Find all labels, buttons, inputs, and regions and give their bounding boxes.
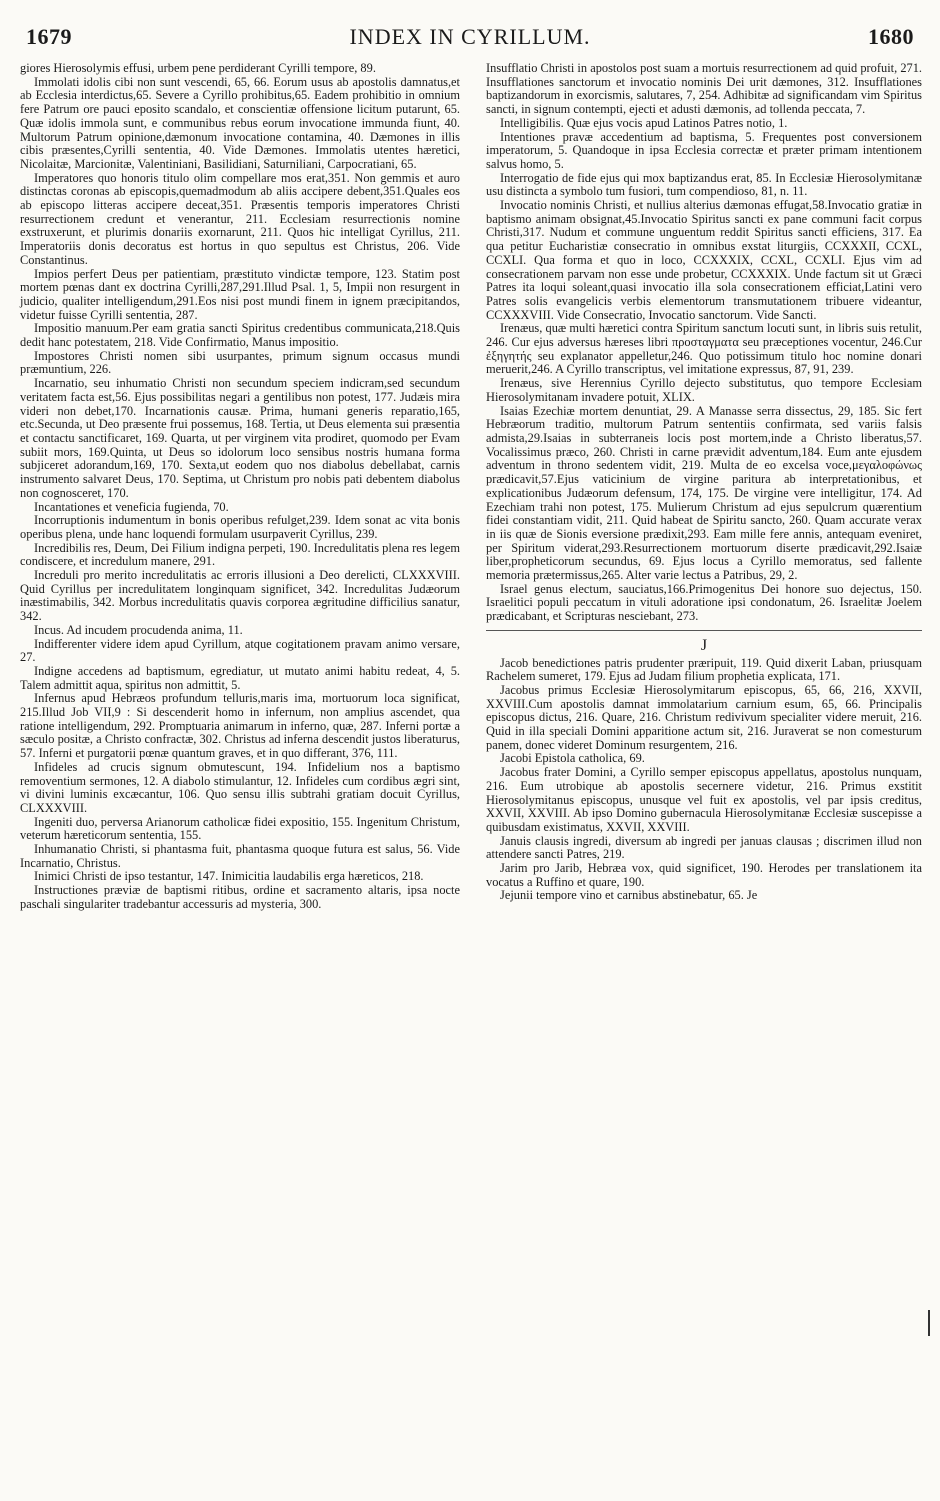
index-entry: Impostores Christi nomen sibi usurpantes, primum signum occasus mundi præmuntium, 226. bbox=[20, 348, 460, 377]
index-entry: Jacobi Epistola catholica, 69. bbox=[500, 751, 645, 766]
index-entry: Incus. Ad incudem procudenda anima, 11. bbox=[34, 622, 243, 637]
index-entry: Jejunii tempore vino et carnibus abstinebatur, 65. Je bbox=[500, 888, 758, 903]
index-entry: Indifferenter videre idem apud Cyrillum, atque cogitationem pravam animo versare, 27. bbox=[20, 636, 460, 665]
page-title: INDEX IN CYRILLUM. bbox=[349, 24, 591, 49]
index-entry: Incarnatio, seu inhumatio Christi non secundum speciem indicram,sed secundum veritatem facta est,56. Ejus possibilitas negari a gentilibus non potest, 177. Judæis mira videri non debet,170. Incarnationis causæ. Prima, humani generis reparatio,165, etc.Secunda, ut Deo præsente frui possemus, 168. Tertia, ut Deus elementa sui præsentia et contactu sanctificaret, 169. Quarta, ut per virginem vita prodiret, quomodo per Evam subiit mors, 169.Quinta, ut Deus so idolorum loco sensibus nostris humana forma subjiceret adorandum,169, 170. Sexta,ut eodem quo nos diabolus debellabat, carnis instrumento salvaret Deus, 170. Septima, ut Christum pro nobis pati debentem diabolus non cognosceret, 170. bbox=[20, 376, 460, 500]
left-column bbox=[20, 62, 460, 912]
index-entry: Januis clausis ingredi, diversum ab ingredi per januas clausas ; discrimen illud non attendere sancti Patres, 219. bbox=[486, 833, 922, 862]
index-entry: Incorruptionis indumentum in bonis operibus refulget,239. Idem sonat ac vita bonis operibus plena, unde hanc loquendi formulam usurpaverit Cyrillus, 239. bbox=[20, 513, 460, 541]
index-entry: Impios perfert Deus per patientiam, præstituto vindictæ tempore, 123. Statim post mortem pœnas dant ex doctrina Cyrilli,287,291.Illud Psal. 1, 5, Impii non resurgent in judicio, qualiter intelligendum,291.Eos nisi post mundi finem in ignem præcipitandos, videtur fuisse Cyrilli sententia, 287. bbox=[20, 266, 460, 322]
index-entry: Incredibilis res, Deum, Dei Filium indigna perpeti, 190. Incredulitatis plena res legem condiscere, et incredulum manere, 291. bbox=[20, 540, 460, 569]
index-entry: Interrogatio de fide ejus qui mox baptizandus erat, 85. In Ecclesiæ Hierosolymitanæ usu distincta a symbolo tum fusiori, tum compendioso, 81, n. 11. bbox=[486, 170, 922, 199]
index-entry: Insufflatio Christi in apostolos post suam a mortuis resurrectionem ad quid profuit, 271. Insufflationes sanctorum et invocatio nominis Dei urit dæmones, 312. Insufflationes baptizandorum in exorcismis, salutares, 7, 254. Adhibitæ ad significandam vim Spiritus sancti, in signum contempti, ejecti et adusti dæmonis, ad tollenda peccata, 7. bbox=[486, 61, 922, 117]
right-column bbox=[486, 62, 922, 903]
index-entry: Inhumanatio Christi, si phantasma fuit, phantasma quoque futura est salus, 56. Vide Incarnatio, Christus. bbox=[20, 842, 460, 870]
index-entry: Intentiones pravæ accedentium ad baptisma, 5. Frequentes post conversionem imperatorum, 5. Quandoque in ipsa Ecclesia correctæ et præter primam intentionem salvus homo, 5. bbox=[486, 129, 922, 171]
index-entry: Jacobus primus Ecclesiæ Hierosolymitarum episcopus, 65, 66, 216, XXVII, XXVIII.Cum apostolis damnat immolatarium carnium esum, 65, 66. Principalis episcopus dictus, 216. Quare, 216. Christum redivivum specialiter videre meruit, 216. Quid in illa speciali Domini apparitione actum sit, 216. Juraverat se non comesturum panem, donec videret Dominum resurgentem, 216. bbox=[486, 682, 922, 752]
left-page-number: 1679 bbox=[26, 24, 72, 49]
index-entry: Instructiones præviæ de baptismi ritibus, ordine et sacramento altaris, ipsa nocte paschali singulariter tradebantur accessuris ad mysteria, 300. bbox=[20, 883, 460, 911]
index-entry: Inimici Christi de ipso testantur, 147. Inimicitia laudabilis erga hæreticos, 218. bbox=[34, 869, 424, 884]
right-page-number: 1680 bbox=[868, 24, 914, 49]
index-entry: Jarim pro Jarib, Hebræa vox, quid significet, 190. Herodes per translationem ita vocatus a Ruffino et quare, 190. bbox=[486, 861, 922, 889]
page-header bbox=[26, 24, 914, 58]
index-entry: Isaias Ezechiæ mortem denuntiat, 29. A Manasse serra dissectus, 29, 185. Sic fert Hebræorum traditio, multorum Patrum sententiis confirmata, sed variis falsis admista,29.Isaias in subterraneis locis post mortem,inde a Christo liberatus,57. Vocalissimus præco, 260. Christi in carne prævidit adventum,184. Eum ante ejusdem adventum in throno sedentem vidit, 219. Multa de eo excelsa voce,μεγαλοφώνως prædicavit,57.Ejus vaticinium de virgine paritura ab interpretationibus, et explicationibus Judæorum defensum, 174, 175. De virgine vere intelligitur, 174. Ad Ezechiam trahi non potest, 175. Mulierum Christum ad ejus sepulcrum quærentium fidei constantiam vidit, 211. Quid habeat de Spiritu sancto, 260. Quam accurate verax in iis quæ de Sionis eversione prædixit,293. Eam mille fere annis, antequam eveniret, per Spiritum viderat,293.Resurrectionem mortuorum diserte prædicavit,292.Isaiæ liber,propheticorum secundus, 69. Ejus locus a Cyrillo memoratus, sed fallente memoria prætermissus,265. Alter varie lectus a Patribus, 29, 2. bbox=[486, 403, 922, 583]
index-entry: Jacobus frater Domini, a Cyrillo semper episcopus appellatus, apostolus nunquam, 216. Eum utrobique ab apostolis secernere videtur, 216. Primus exstitit Hierosolymitanus episcopus, unusque vel fuit ex apostolis, vel par ipsis creditus, XXVII, XXVIII. Ab ipso Domino gubernacula Hierosolymitanæ Ecclesiæ suscepisse a quibusdam existimatus, XXVII, XXVIII. bbox=[486, 765, 922, 834]
index-entry: Irenæus, quæ multi hæretici contra Spiritum sanctum locuti sunt, in libris suis retulit, 246. Cur ejus adversus hæreses libri προσταγματα seu præceptiones vocentur, 246.Cur ἐξηγητής seu explanator appelletur,246. Quo potissimum titulo hoc nomine donari meruerit,246. A Cyrillo transcriptus, vel imitatione expressus, 87, 91, 239. bbox=[486, 321, 922, 377]
index-entry: Jacob benedictiones patris prudenter præripuit, 119. Quid dixerit Laban, priusquam Rachelem sumeret, 179. Ejus ad Judam filium prophetia explicata, 171. bbox=[486, 655, 922, 684]
index-entry: Incantationes et veneficia fugienda, 70. bbox=[34, 499, 229, 514]
index-entry: Intelligibilis. Quæ ejus vocis apud Latinos Patres notio, 1. bbox=[500, 115, 788, 130]
section-letter-heading: J bbox=[486, 630, 922, 653]
index-entry: Invocatio nominis Christi, et nullius alterius dæmonas effugat,58.Invocatio gratiæ in baptismo animam obsignat,45.Invocatio Spiritus sancti ex pane communi facit corpus Christi,317. Nudum et commune unguentum reddit Spiritus sancti efficiens, 317. Ea qua petitur Eucharistiæ consecratio in omnibus exstat liturgiis, CCXXXII, CCXL, CCXLI. Qua forma et quo in loco, CCXXXIX, CCXL, CCXLI. Ejus vim ad consecrationem parvam non esse unde probetur, CCXXXIX. Unde factum sit ut Græci Patres ita loqui soleant,quasi invocatio illa sola consecrationem efficiat,Latini vero Patres solis evangelicis verbis elementorum transmutationem tribuere videantur, CCXXXVIII. Vide Consecratio, Invocatio sanctorum. Vide Sancti. bbox=[486, 198, 922, 322]
index-entry: Israel genus electum, sauciatus,166.Primogenitus Dei honore suo dejectus, 150. Israelitici populi peccatum in vituli adoratione ipsi condonatum, 26. Israelitæ Joelem prædicabant, et Scripturas nesciebant, 273. bbox=[486, 581, 922, 624]
index-entry: Imperatores quo honoris titulo olim compellare mos erat,351. Non gemmis et auro distinctas coronas ab episcopis,quemadmodum ab aliis accipere debent,351.Quales eos ab episcopo litteras accipere deceat,351. Præsentis temporis imperatores Christi resurrectionem credunt et venerantur, 211. Ecclesiam resurrectionis nomine exstruxerunt, et plurimis donariis exornarunt, 211. Quos hic intelligat Cyrillus, 211. Imperatoriis donis decoratus est hortus in quo sepultus est Christus, 206. Vide Constantinus. bbox=[20, 170, 460, 267]
index-entry: giores Hierosolymis effusi, urbem pene perdiderant Cyrilli tempore, 89. bbox=[20, 61, 376, 75]
index-entry: Immolati idolis cibi non sunt vescendi, 65, 66. Eorum usus ab apostolis damnatus,et ab Ecclesia interdictus,65. Severe a Cyrillo prohibitus,65. Eadem prohibitio in omnium fere Patrum ore pauci eposito scandalo, et conscientiæ offensione licitum putarunt, 65. Quæ idolis immola sunt, e communibus rebus eorum invocatione immunda fiunt, 40. Multorum Patrum opinione,dæmonum invocatione contamina, 40. Dæmones in illis cibis præsentes,Cyrilli sententia, 40. Vide Dæmones. Immolatis utentes hæretici, Nicolaitæ, Marcionitæ, Valentiniani, Basilidiani, Saturniliani, Carpocratiani, 65. bbox=[20, 74, 460, 171]
index-entry: Increduli pro merito incredulitatis ac erroris illusioni a Deo derelicti, CLXXXVIII. Quid Cyrillus per incredulitatem longinquam significet, 342. Incredulitas Judæorum inæstimabilis, 342. Morbus incredulitatis quavis corporea ægritudine difficilius sanatur, 342. bbox=[20, 568, 460, 624]
index-entry: Ingeniti duo, perversa Arianorum catholicæ fidei expositio, 155. Ingenitum Christum, veterum hæreticorum sententia, 155. bbox=[20, 814, 460, 843]
index-entry: Infernus apud Hebræos profundum telluris,maris ima, mortuorum loca significat, 215.Illud Job VII,9 : Si descenderit homo in infernum, non amplius ascendet, qua ratione intelligendum, 292. Promptuaria animarum in inferno, quæ, 287. Inferni portæ a sæculo positæ, a Christo confractæ, 302. Christus ad inferna descendit justos liberaturus, 57. Inferni et purgatorii pœnæ quantum graves, et in quo differant, 376, 111. bbox=[20, 691, 460, 761]
index-entry: Infideles ad crucis signum obmutescunt, 194. Infidelium nos a baptismo removentium sermones, 12. A diabolo stimulantur, 12. Infideles cum cordibus ægri sint, vi divini luminis excæcantur, 106. Quo sensu illis subtrahi gratiam docuit Cyrillus, CLXXXVIII. bbox=[20, 759, 460, 815]
index-entry: Impositio manuum.Per eam gratia sancti Spiritus credentibus communicata,218.Quis dedit hanc potestatem, 218. Vide Confirmatio, Manus impositio. bbox=[20, 321, 460, 350]
margin-line-mark bbox=[928, 1310, 930, 1336]
index-entry: Irenæus, sive Herennius Cyrillo dejecto substitutus, quo tempore Ecclesiam Hierosolymitanam invadere potuit, XLIX. bbox=[486, 376, 922, 404]
index-entry: Indigne accedens ad baptismum, egrediatur, ut mutato animi habitu redeat, 4, 5. Talem admittit aqua, spiritus non admittit, 5. bbox=[20, 663, 460, 692]
